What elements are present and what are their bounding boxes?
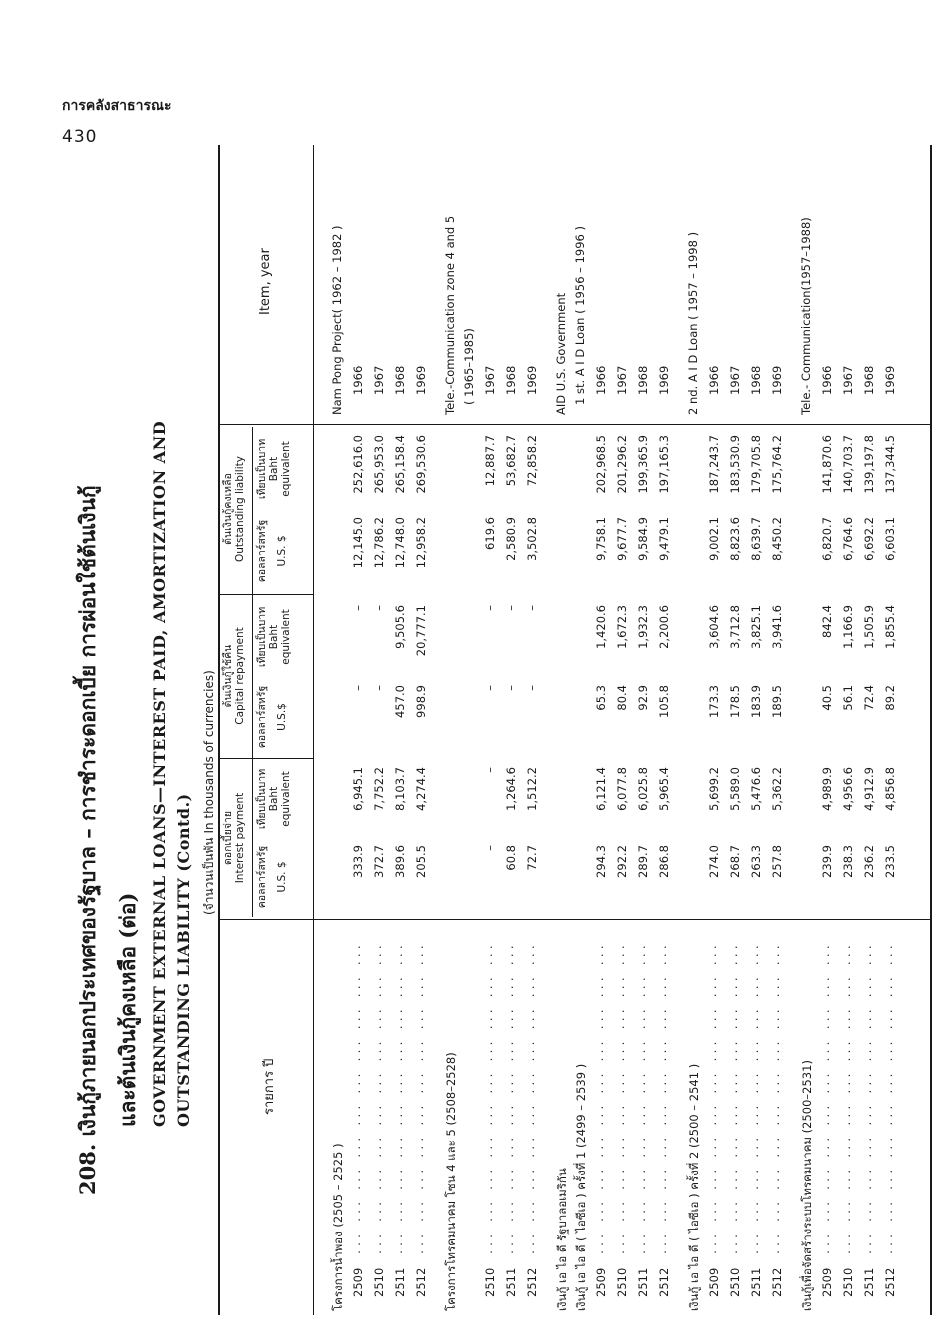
section-title-eng: Tele.- Communication(1957–1988): [799, 217, 813, 415]
cell-interest-usd: 292.2: [615, 845, 629, 878]
leader-dots: ... ... ... ... ... ... ... ... ... ...: [637, 942, 648, 1255]
group-divider-2: [218, 594, 313, 595]
cell-outstanding-usd: 6,764.6: [841, 517, 855, 561]
leader-dots: ... ... ... ... ... ... ... ... ... ...: [658, 942, 669, 1255]
section-subtitle-thai: เงินกู้ เอ ไอ ดี ( ไอซีเอ ) ครั้งที่ 1 (2499 – 2539 ): [574, 1063, 588, 1311]
cell-interest-usd: 333.9: [351, 845, 365, 878]
cell-interest-baht: 4,956.6: [841, 767, 855, 811]
cell-outstanding-baht: 179,705.8: [749, 435, 763, 494]
row-thai-year: 2512: [770, 1267, 784, 1297]
leader-dots: ... ... ... ... ... ... ... ... ... ...: [394, 942, 405, 1255]
group-divider-1: [218, 758, 313, 759]
row-eng-year: 1967: [372, 365, 386, 395]
leader-dots: ... ... ... ... ... ... ... ... ... ...: [595, 942, 606, 1255]
leader-dots: ... ... ... ... ... ... ... ... ... ...: [708, 942, 719, 1255]
cell-interest-usd: 238.3: [841, 845, 855, 878]
cell-interest-baht: 4,989.9: [820, 767, 834, 811]
row-thai-year: 2511: [862, 1267, 876, 1297]
leader-dots: ... ... ... ... ... ... ... ... ... ...: [729, 942, 740, 1255]
row-eng-year: 1966: [351, 365, 365, 395]
item-year-thai-header: รายการ ปี: [262, 1058, 277, 1115]
cell-interest-usd: 236.2: [862, 845, 876, 878]
cell-capital-baht: 3,604.6: [707, 605, 721, 649]
cell-interest-baht: 1,512.2: [525, 767, 539, 811]
cell-interest-baht: –: [483, 767, 497, 773]
row-eng-year: 1966: [707, 365, 721, 395]
cell-interest-baht: 6,945.1: [351, 767, 365, 811]
cell-capital-usd: –: [483, 685, 497, 691]
cell-outstanding-baht: 201,296.2: [615, 435, 629, 494]
leader-dots: ... ... ... ... ... ... ... ... ... ...: [415, 942, 426, 1255]
group-under-rule: [252, 427, 253, 917]
cell-interest-usd: 263.3: [749, 845, 763, 878]
cell-capital-usd: 457.0: [393, 685, 407, 718]
row-thai-year: 2511: [504, 1267, 518, 1297]
leader-dots: ... ... ... ... ... ... ... ... ... ...: [373, 942, 384, 1255]
row-eng-year: 1967: [483, 365, 497, 395]
cell-outstanding-usd: 12,958.2: [414, 517, 428, 569]
cell-outstanding-usd: 6,692.2: [862, 517, 876, 561]
cell-capital-baht: 20,777.1: [414, 605, 428, 657]
section-title-thai: โครงการโทรคมนาคม โซน 4 และ 5 (2508–2528): [444, 1052, 458, 1311]
cell-capital-usd: –: [504, 685, 518, 691]
cell-interest-baht: 4,912.9: [862, 767, 876, 811]
cell-outstanding-baht: 12,887.7: [483, 435, 497, 487]
row-thai-year: 2509: [820, 1267, 834, 1297]
cell-capital-usd: –: [525, 685, 539, 691]
cell-outstanding-usd: 12,145.0: [351, 517, 365, 569]
cell-outstanding-baht: 140,703.7: [841, 435, 855, 494]
cell-capital-usd: 40.5: [820, 685, 834, 711]
cell-capital-usd: 92.9: [636, 685, 650, 711]
cell-outstanding-baht: 269,530.6: [414, 435, 428, 494]
cell-capital-usd: 89.2: [883, 685, 897, 711]
cell-outstanding-usd: 12,786.2: [372, 517, 386, 569]
row-thai-year: 2510: [841, 1267, 855, 1297]
cell-interest-baht: 6,077.8: [615, 767, 629, 811]
cell-outstanding-baht: 199,365.9: [636, 435, 650, 494]
cell-capital-baht: –: [525, 605, 539, 611]
cell-interest-baht: 4,856.8: [883, 767, 897, 811]
leader-dots: ... ... ... ... ... ... ... ... ... ...: [750, 942, 761, 1255]
cell-capital-usd: 189.5: [770, 685, 784, 718]
row-eng-year: 1966: [594, 365, 608, 395]
cell-outstanding-baht: 137,344.5: [883, 435, 897, 494]
cell-outstanding-usd: 9,677.7: [615, 517, 629, 561]
leader-dots: ... ... ... ... ... ... ... ... ... ...: [352, 942, 363, 1255]
cell-capital-baht: –: [372, 605, 386, 611]
cell-capital-usd: 173.3: [707, 685, 721, 718]
cell-capital-usd: 178.5: [728, 685, 742, 718]
cell-outstanding-usd: 3,502.8: [525, 517, 539, 561]
section-title-eng: 2 nd. A I D Loan ( 1957 – 1998 ): [686, 231, 700, 415]
cell-capital-usd: 80.4: [615, 685, 629, 711]
row-thai-year: 2510: [615, 1267, 629, 1297]
cell-capital-usd: 183.9: [749, 685, 763, 718]
col-divider-2: [218, 424, 930, 425]
cell-capital-usd: 105.8: [657, 685, 671, 718]
interest-usd-header: คอลลาร์สหรัฐ U.S. $: [256, 845, 288, 909]
cell-outstanding-baht: 187,243.7: [707, 435, 721, 494]
cell-outstanding-baht: 197,165.3: [657, 435, 671, 494]
cell-outstanding-baht: 202,968.5: [594, 435, 608, 494]
row-eng-year: 1969: [770, 365, 784, 395]
cell-interest-usd: 372.7: [372, 845, 386, 878]
row-thai-year: 2512: [525, 1267, 539, 1297]
col-divider-1: [218, 919, 930, 920]
row-thai-year: 2511: [393, 1267, 407, 1297]
row-thai-year: 2510: [728, 1267, 742, 1297]
capital-repayment-header: ต้นเงินกู้ใช้คืน Capital repayment: [222, 627, 246, 725]
cell-outstanding-usd: 8,450.2: [770, 517, 784, 561]
cell-interest-usd: 233.5: [883, 845, 897, 878]
unit-note: (จำนวนเป็นพัน In thousands of currencies): [202, 670, 216, 915]
interest-baht-header: เทียบเป็นบาท Baht equivalent: [256, 768, 292, 830]
section-title-thai: เงินกู้ เอ ไอ ดี ( ไอซีเอ ) ครั้งที่ 2 (2500 – 2541 ): [687, 1063, 701, 1311]
row-thai-year: 2511: [749, 1267, 763, 1297]
row-thai-year: 2512: [657, 1267, 671, 1297]
row-thai-year: 2511: [636, 1267, 650, 1297]
cell-outstanding-usd: 6,820.7: [820, 517, 834, 561]
cell-interest-usd: 274.0: [707, 845, 721, 878]
cell-capital-usd: 998.9: [414, 685, 428, 718]
row-eng-year: 1969: [414, 365, 428, 395]
row-eng-year: 1968: [504, 365, 518, 395]
row-thai-year: 2510: [483, 1267, 497, 1297]
title-eng-line1: GOVERNMENT EXTERNAL LOANS—INTEREST PAID, AMORTIZATION AND: [150, 420, 169, 1127]
table-bottom-rule: [930, 145, 932, 1315]
cell-capital-baht: 1,420.6: [594, 605, 608, 649]
cell-outstanding-usd: 9,758.1: [594, 517, 608, 561]
cell-capital-baht: 1,505.9: [862, 605, 876, 649]
cell-capital-baht: 3,941.6: [770, 605, 784, 649]
row-eng-year: 1968: [393, 365, 407, 395]
cell-capital-baht: –: [351, 605, 365, 611]
cell-capital-baht: –: [483, 605, 497, 611]
row-thai-year: 2509: [351, 1267, 365, 1297]
section-subtitle-eng: 1 st. A I D Loan ( 1956 – 1996 ): [573, 226, 587, 405]
table-top-rule: [218, 145, 220, 1315]
section-subtitle-eng: ( 1965–1985): [462, 328, 476, 405]
cell-outstanding-usd: 2,580.9: [504, 517, 518, 561]
title-thai-line2: และต้นเงินกู้คงเหลือ (ต่อ): [115, 892, 140, 1127]
title-eng-line2: OUTSTANDING LIABILITY (Contd.): [174, 793, 193, 1127]
title-thai-line1: 208. เงินกู้ภายนอกประเทศของรัฐบาล – การชำระดอกเบี้ย การผ่อนใช้ต้นเงินกู้: [75, 485, 100, 1195]
outstanding-liability-header: ต้นเงินกู้คงเหลือ Outstanding liability: [222, 456, 246, 562]
interest-payment-header: ดอกเบี้ยจ่าย Interest payment: [222, 792, 246, 884]
cell-interest-baht: 5,589.0: [728, 767, 742, 811]
cell-capital-usd: 72.4: [862, 685, 876, 711]
cell-interest-usd: 286.8: [657, 845, 671, 878]
row-eng-year: 1969: [883, 365, 897, 395]
cell-interest-usd: 289.7: [636, 845, 650, 878]
cell-interest-usd: 72.7: [525, 845, 539, 871]
cell-outstanding-usd: 8,639.7: [749, 517, 763, 561]
leader-dots: ... ... ... ... ... ... ... ... ... ...: [484, 942, 495, 1255]
page-number: 430: [62, 127, 98, 147]
cell-capital-baht: 3,825.1: [749, 605, 763, 649]
row-thai-year: 2509: [707, 1267, 721, 1297]
cell-interest-usd: 389.6: [393, 845, 407, 878]
cell-outstanding-usd: 12,748.0: [393, 517, 407, 569]
cell-interest-baht: 6,121.4: [594, 767, 608, 811]
leader-dots: ... ... ... ... ... ... ... ... ... ...: [616, 942, 627, 1255]
row-thai-year: 2512: [883, 1267, 897, 1297]
cell-capital-usd: 65.3: [594, 685, 608, 711]
cell-interest-usd: 268.7: [728, 845, 742, 878]
cell-outstanding-baht: 53,682.7: [504, 435, 518, 487]
cell-capital-usd: –: [351, 685, 365, 691]
outstanding-baht-header: เทียบเป็นบาท Baht equivalent: [256, 438, 292, 500]
leader-dots: ... ... ... ... ... ... ... ... ... ...: [884, 942, 895, 1255]
row-eng-year: 1966: [820, 365, 834, 395]
cell-interest-usd: –: [483, 845, 497, 851]
outstanding-usd-header: คอลลาร์สหรัฐ U.S. $: [256, 519, 288, 583]
leader-dots: ... ... ... ... ... ... ... ... ... ...: [821, 942, 832, 1255]
capital-usd-header: คอลลาร์สหรัฐ U.S.$: [256, 685, 288, 749]
department-header: การคลังสาธารณะ: [62, 98, 172, 114]
cell-interest-baht: 4,274.4: [414, 767, 428, 811]
cell-interest-usd: 239.9: [820, 845, 834, 878]
cell-outstanding-baht: 139,197.8: [862, 435, 876, 494]
row-eng-year: 1968: [749, 365, 763, 395]
row-eng-year: 1969: [525, 365, 539, 395]
cell-interest-baht: 8,103.7: [393, 767, 407, 811]
cell-capital-baht: 1,166.9: [841, 605, 855, 649]
row-eng-year: 1967: [615, 365, 629, 395]
cell-capital-baht: 9,505.6: [393, 605, 407, 649]
cell-outstanding-baht: 252,616.0: [351, 435, 365, 494]
cell-interest-usd: 257.8: [770, 845, 784, 878]
row-eng-year: 1967: [841, 365, 855, 395]
cell-interest-baht: 1,264.6: [504, 767, 518, 811]
section-title-eng: Nam Pong Project( 1962 – 1982 ): [330, 225, 344, 415]
section-title-eng: AID U.S. Government: [554, 292, 568, 415]
leader-dots: ... ... ... ... ... ... ... ... ... ...: [526, 942, 537, 1255]
capital-baht-header: เทียบเป็นบาท Baht equivalent: [256, 606, 292, 668]
cell-outstanding-usd: 8,823.6: [728, 517, 742, 561]
cell-capital-usd: 56.1: [841, 685, 855, 711]
cell-capital-baht: 1,855.4: [883, 605, 897, 649]
cell-capital-baht: 842.4: [820, 605, 834, 638]
cell-capital-baht: –: [504, 605, 518, 611]
rotated-table-frame: [40, 135, 940, 1315]
leader-dots: ... ... ... ... ... ... ... ... ... ...: [505, 942, 516, 1255]
cell-interest-baht: 5,699.2: [707, 767, 721, 811]
item-year-eng-header: Item, year: [258, 248, 273, 315]
cell-outstanding-usd: 9,002.1: [707, 517, 721, 561]
cell-capital-baht: 2,200.6: [657, 605, 671, 649]
cell-capital-usd: –: [372, 685, 386, 691]
row-thai-year: 2509: [594, 1267, 608, 1297]
cell-outstanding-usd: 9,584.9: [636, 517, 650, 561]
header-bottom-rule: [313, 145, 314, 1315]
cell-interest-usd: 60.8: [504, 845, 518, 871]
section-title-thai: เงินกู้ เอ ไอ ดี รัฐบาลอเมริกัน: [555, 1168, 569, 1311]
section-title-thai: เงินกู้เพื่อจัดสร้างระบบโทรคมนาคม (2500–2531): [800, 1060, 814, 1311]
cell-interest-usd: 205.5: [414, 845, 428, 878]
row-thai-year: 2510: [372, 1267, 386, 1297]
leader-dots: ... ... ... ... ... ... ... ... ... ...: [863, 942, 874, 1255]
cell-interest-usd: 294.3: [594, 845, 608, 878]
cell-capital-baht: 1,932.3: [636, 605, 650, 649]
leader-dots: ... ... ... ... ... ... ... ... ... ...: [771, 942, 782, 1255]
row-eng-year: 1967: [728, 365, 742, 395]
cell-interest-baht: 5,476.6: [749, 767, 763, 811]
cell-outstanding-baht: 72,858.2: [525, 435, 539, 487]
row-eng-year: 1969: [657, 365, 671, 395]
cell-capital-baht: 3,712.8: [728, 605, 742, 649]
row-thai-year: 2512: [414, 1267, 428, 1297]
cell-outstanding-baht: 265,953.0: [372, 435, 386, 494]
cell-interest-baht: 7,752.2: [372, 767, 386, 811]
cell-outstanding-baht: 265,158.4: [393, 435, 407, 494]
cell-outstanding-baht: 141,870.6: [820, 435, 834, 494]
cell-outstanding-usd: 6,603.1: [883, 517, 897, 561]
cell-outstanding-baht: 175,764.2: [770, 435, 784, 494]
section-title-thai: โครงการน้ำพอง (2505 – 2525 ): [331, 1143, 345, 1311]
row-eng-year: 1968: [862, 365, 876, 395]
cell-interest-baht: 6,025.8: [636, 767, 650, 811]
cell-outstanding-baht: 183,530.9: [728, 435, 742, 494]
leader-dots: ... ... ... ... ... ... ... ... ... ...: [842, 942, 853, 1255]
cell-capital-baht: 1,672.3: [615, 605, 629, 649]
section-title-eng: Tele.-Communication zone 4 and 5: [443, 215, 457, 415]
row-eng-year: 1968: [636, 365, 650, 395]
cell-outstanding-usd: 619.6: [483, 517, 497, 550]
cell-outstanding-usd: 9,479.1: [657, 517, 671, 561]
cell-interest-baht: 5,965.4: [657, 767, 671, 811]
cell-interest-baht: 5,362.2: [770, 767, 784, 811]
